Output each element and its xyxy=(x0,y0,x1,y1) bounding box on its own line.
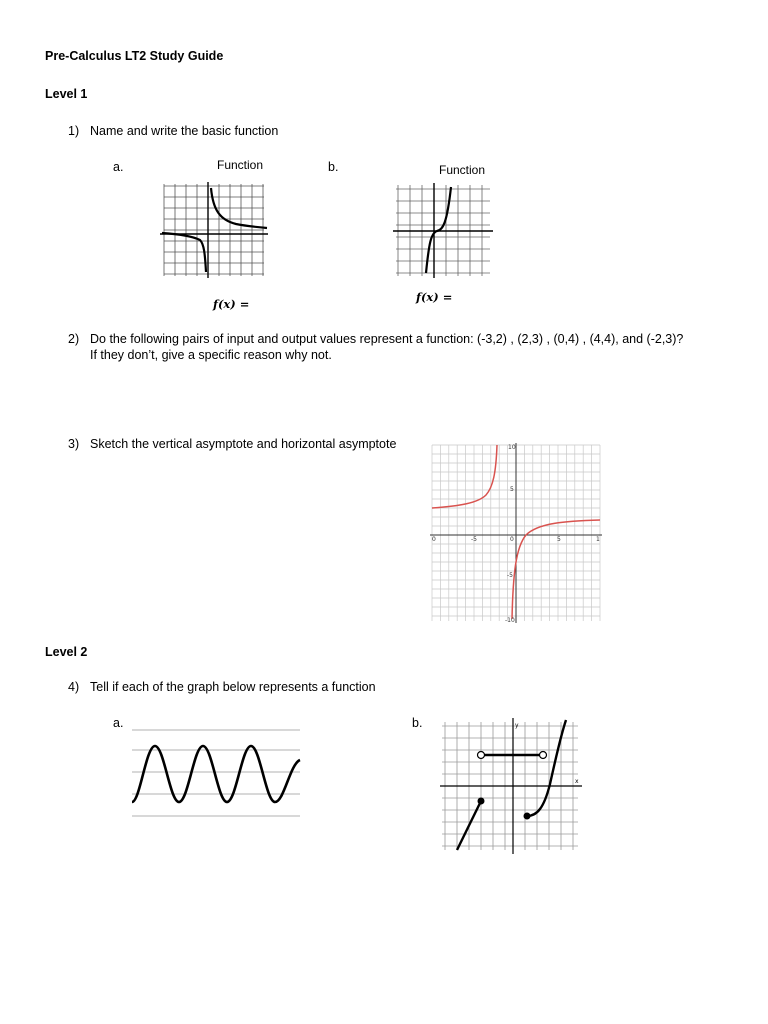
q3-tick-x-m5: -5 xyxy=(471,536,477,543)
q4-graph-a xyxy=(128,724,302,822)
q3-text: Sketch the vertical asymptote and horizontal asymptote xyxy=(90,437,397,451)
q3-tick-x-0: 0 xyxy=(510,536,514,543)
q4-a-label: a. xyxy=(113,716,124,730)
q4-b-x-label: x xyxy=(575,778,579,785)
q2-line-1: Do the following pairs of input and output values represent a function: (-3,2) , (2,3) , (0,4) , (4,4), and (-2,3)? xyxy=(90,332,684,346)
q3-tick-x-5: 5 xyxy=(557,536,561,543)
q1-a-answer: f(x) = xyxy=(213,297,250,311)
q2-number: 2) xyxy=(68,332,80,346)
q1-b-caption: Function xyxy=(439,163,486,177)
q1-number: 1) xyxy=(68,124,80,138)
q1-b-answer: f(x) = xyxy=(416,290,453,304)
q4-text: Tell if each of the graph below represents a function xyxy=(90,680,376,694)
q3-number: 3) xyxy=(68,437,80,451)
level-2-heading: Level 2 xyxy=(45,645,88,659)
q1-a-label: a. xyxy=(113,160,124,174)
q3-tick-x-left: 0 xyxy=(432,536,436,543)
q3-tick-x-right: 1 xyxy=(596,536,600,543)
q1-graph-b xyxy=(393,183,493,278)
q4-graph-b xyxy=(440,718,582,854)
q3-tick-y-10: 10 xyxy=(508,444,516,451)
q2-line-2: If they don’t, give a specific reason why not. xyxy=(90,348,332,362)
q4-b-y-label: y xyxy=(515,722,519,729)
q1-a-caption: Function xyxy=(217,158,264,172)
level-1-heading: Level 1 xyxy=(45,87,88,101)
q3-graph xyxy=(430,443,602,623)
q1-graph-a xyxy=(158,180,270,280)
page-title: Pre-Calculus LT2 Study Guide xyxy=(45,49,224,63)
q1-text: Name and write the basic function xyxy=(90,124,279,138)
q4-number: 4) xyxy=(68,680,80,694)
q4-b-label: b. xyxy=(412,716,423,730)
q3-tick-y-m10: -10 xyxy=(505,617,515,623)
q1-b-label: b. xyxy=(328,160,339,174)
q3-tick-y-5: 5 xyxy=(510,486,514,493)
q3-tick-y-m5: -5 xyxy=(507,572,513,579)
